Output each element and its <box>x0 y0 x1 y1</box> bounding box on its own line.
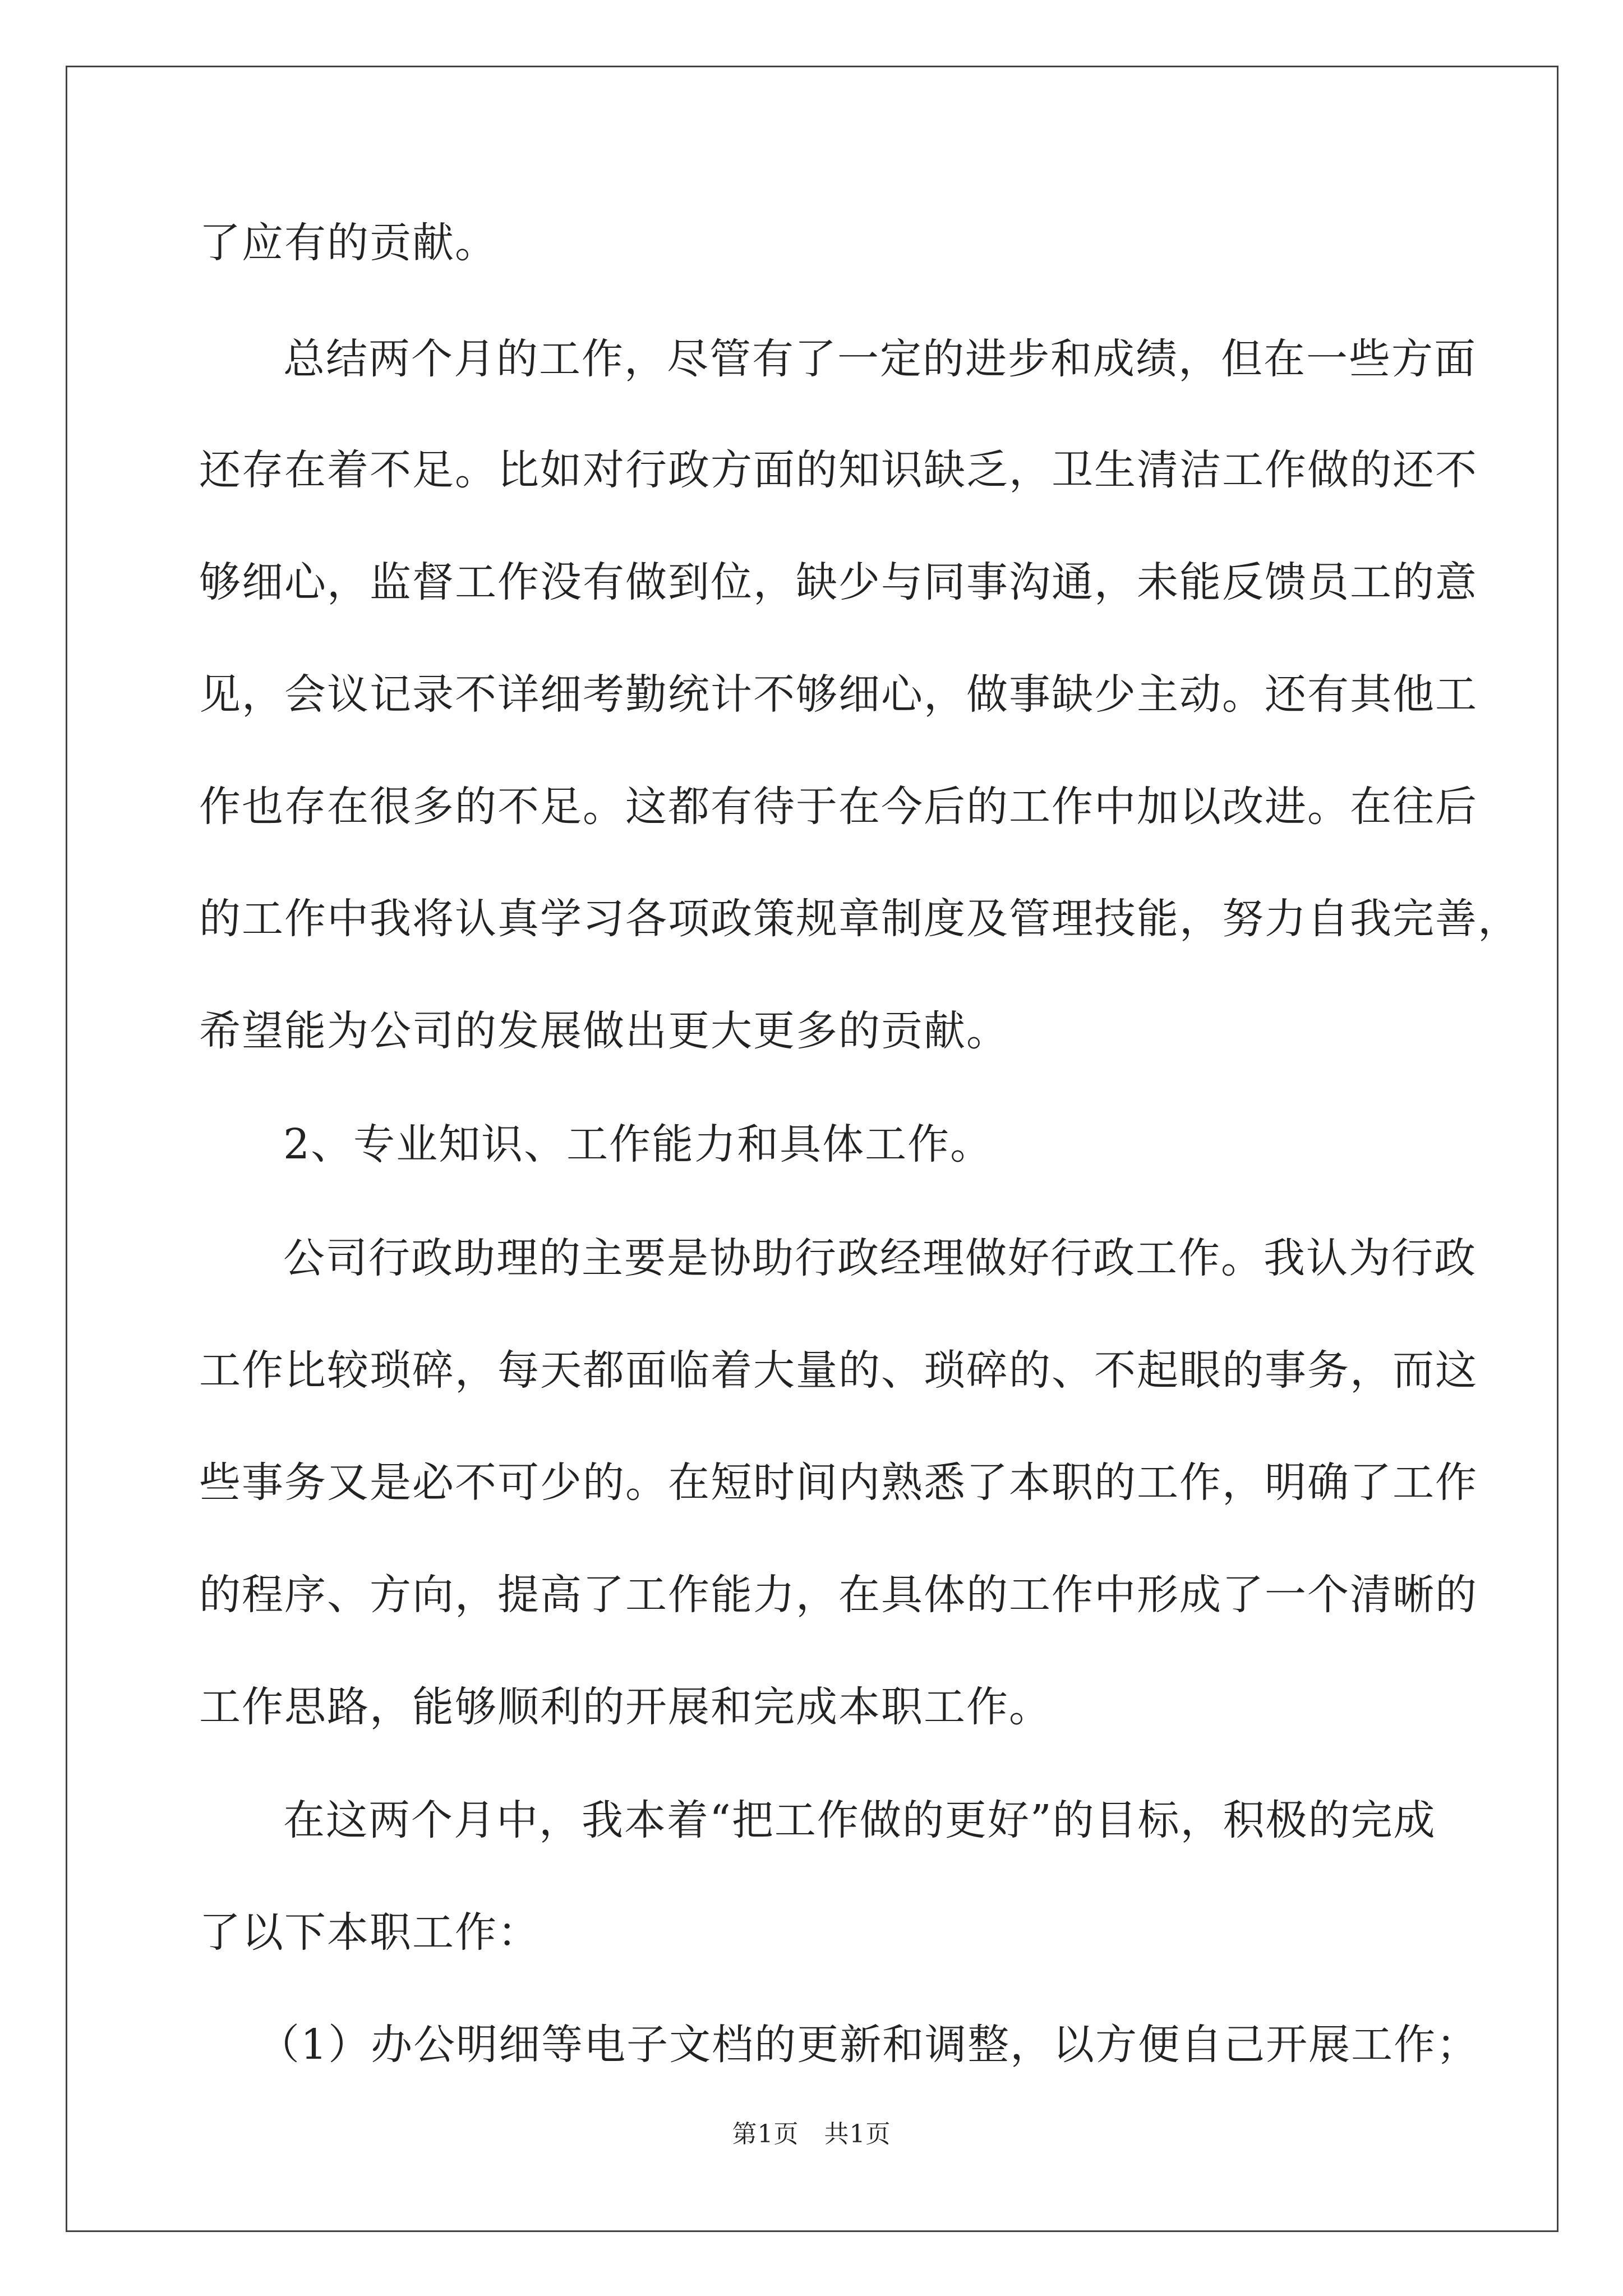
paragraph-line: 见，会议记录不详细考勤统计不够细心，做事缺少主动。还有其他工 <box>199 670 1478 719</box>
paragraph-line: 作也存在很多的不足。这都有待于在今后的工作中加以改进。在往后 <box>199 783 1478 831</box>
paragraph-line: 总结两个月的工作，尽管有了一定的进步和成绩，但在一些方面 <box>283 335 1477 383</box>
page-number: 第1页 共1页 <box>732 2120 891 2148</box>
paragraph-line: 还存在着不足。比如对行政方面的知识缺乏，卫生清洁工作做的还不 <box>199 446 1478 494</box>
paragraph-line: 些事务又是必不可少的。在短时间内熟悉了本职的工作，明确了工作 <box>199 1458 1478 1507</box>
paragraph-line: 的工作中我将认真学习各项政策规章制度及管理技能，努力自我完善， <box>199 895 1520 943</box>
paragraph-line: 了以下本职工作： <box>199 1908 540 1957</box>
paragraph-line: 工作思路，能够顺利的开展和完成本职工作。 <box>199 1683 1052 1731</box>
paragraph-line: 希望能为公司的发展做出更大更多的贡献。 <box>199 1007 1009 1055</box>
paragraph-line: 了应有的贡献。 <box>199 219 497 267</box>
paragraph-line: 在这两个月中，我本着“把工作做的更好”的目标，积极的完成 <box>283 1796 1436 1844</box>
paragraph-line: 公司行政助理的主要是协助行政经理做好行政工作。我认为行政 <box>283 1234 1477 1282</box>
paragraph-line: 工作比较琐碎，每天都面临着大量的、琐碎的、不起眼的事务，而这 <box>199 1346 1478 1395</box>
paragraph-line: 够细心，监督工作没有做到位，缺少与同事沟通，未能反馈员工的意 <box>199 558 1478 606</box>
paragraph-line: 的程序、方向，提高了工作能力，在具体的工作中形成了一个清晰的 <box>199 1571 1478 1619</box>
list-item: （1）办公明细等电子文档的更新和调整，以方便自己开展工作； <box>258 2021 1479 2069</box>
section-heading: 2、专业知识、工作能力和具体工作。 <box>283 1120 993 1168</box>
